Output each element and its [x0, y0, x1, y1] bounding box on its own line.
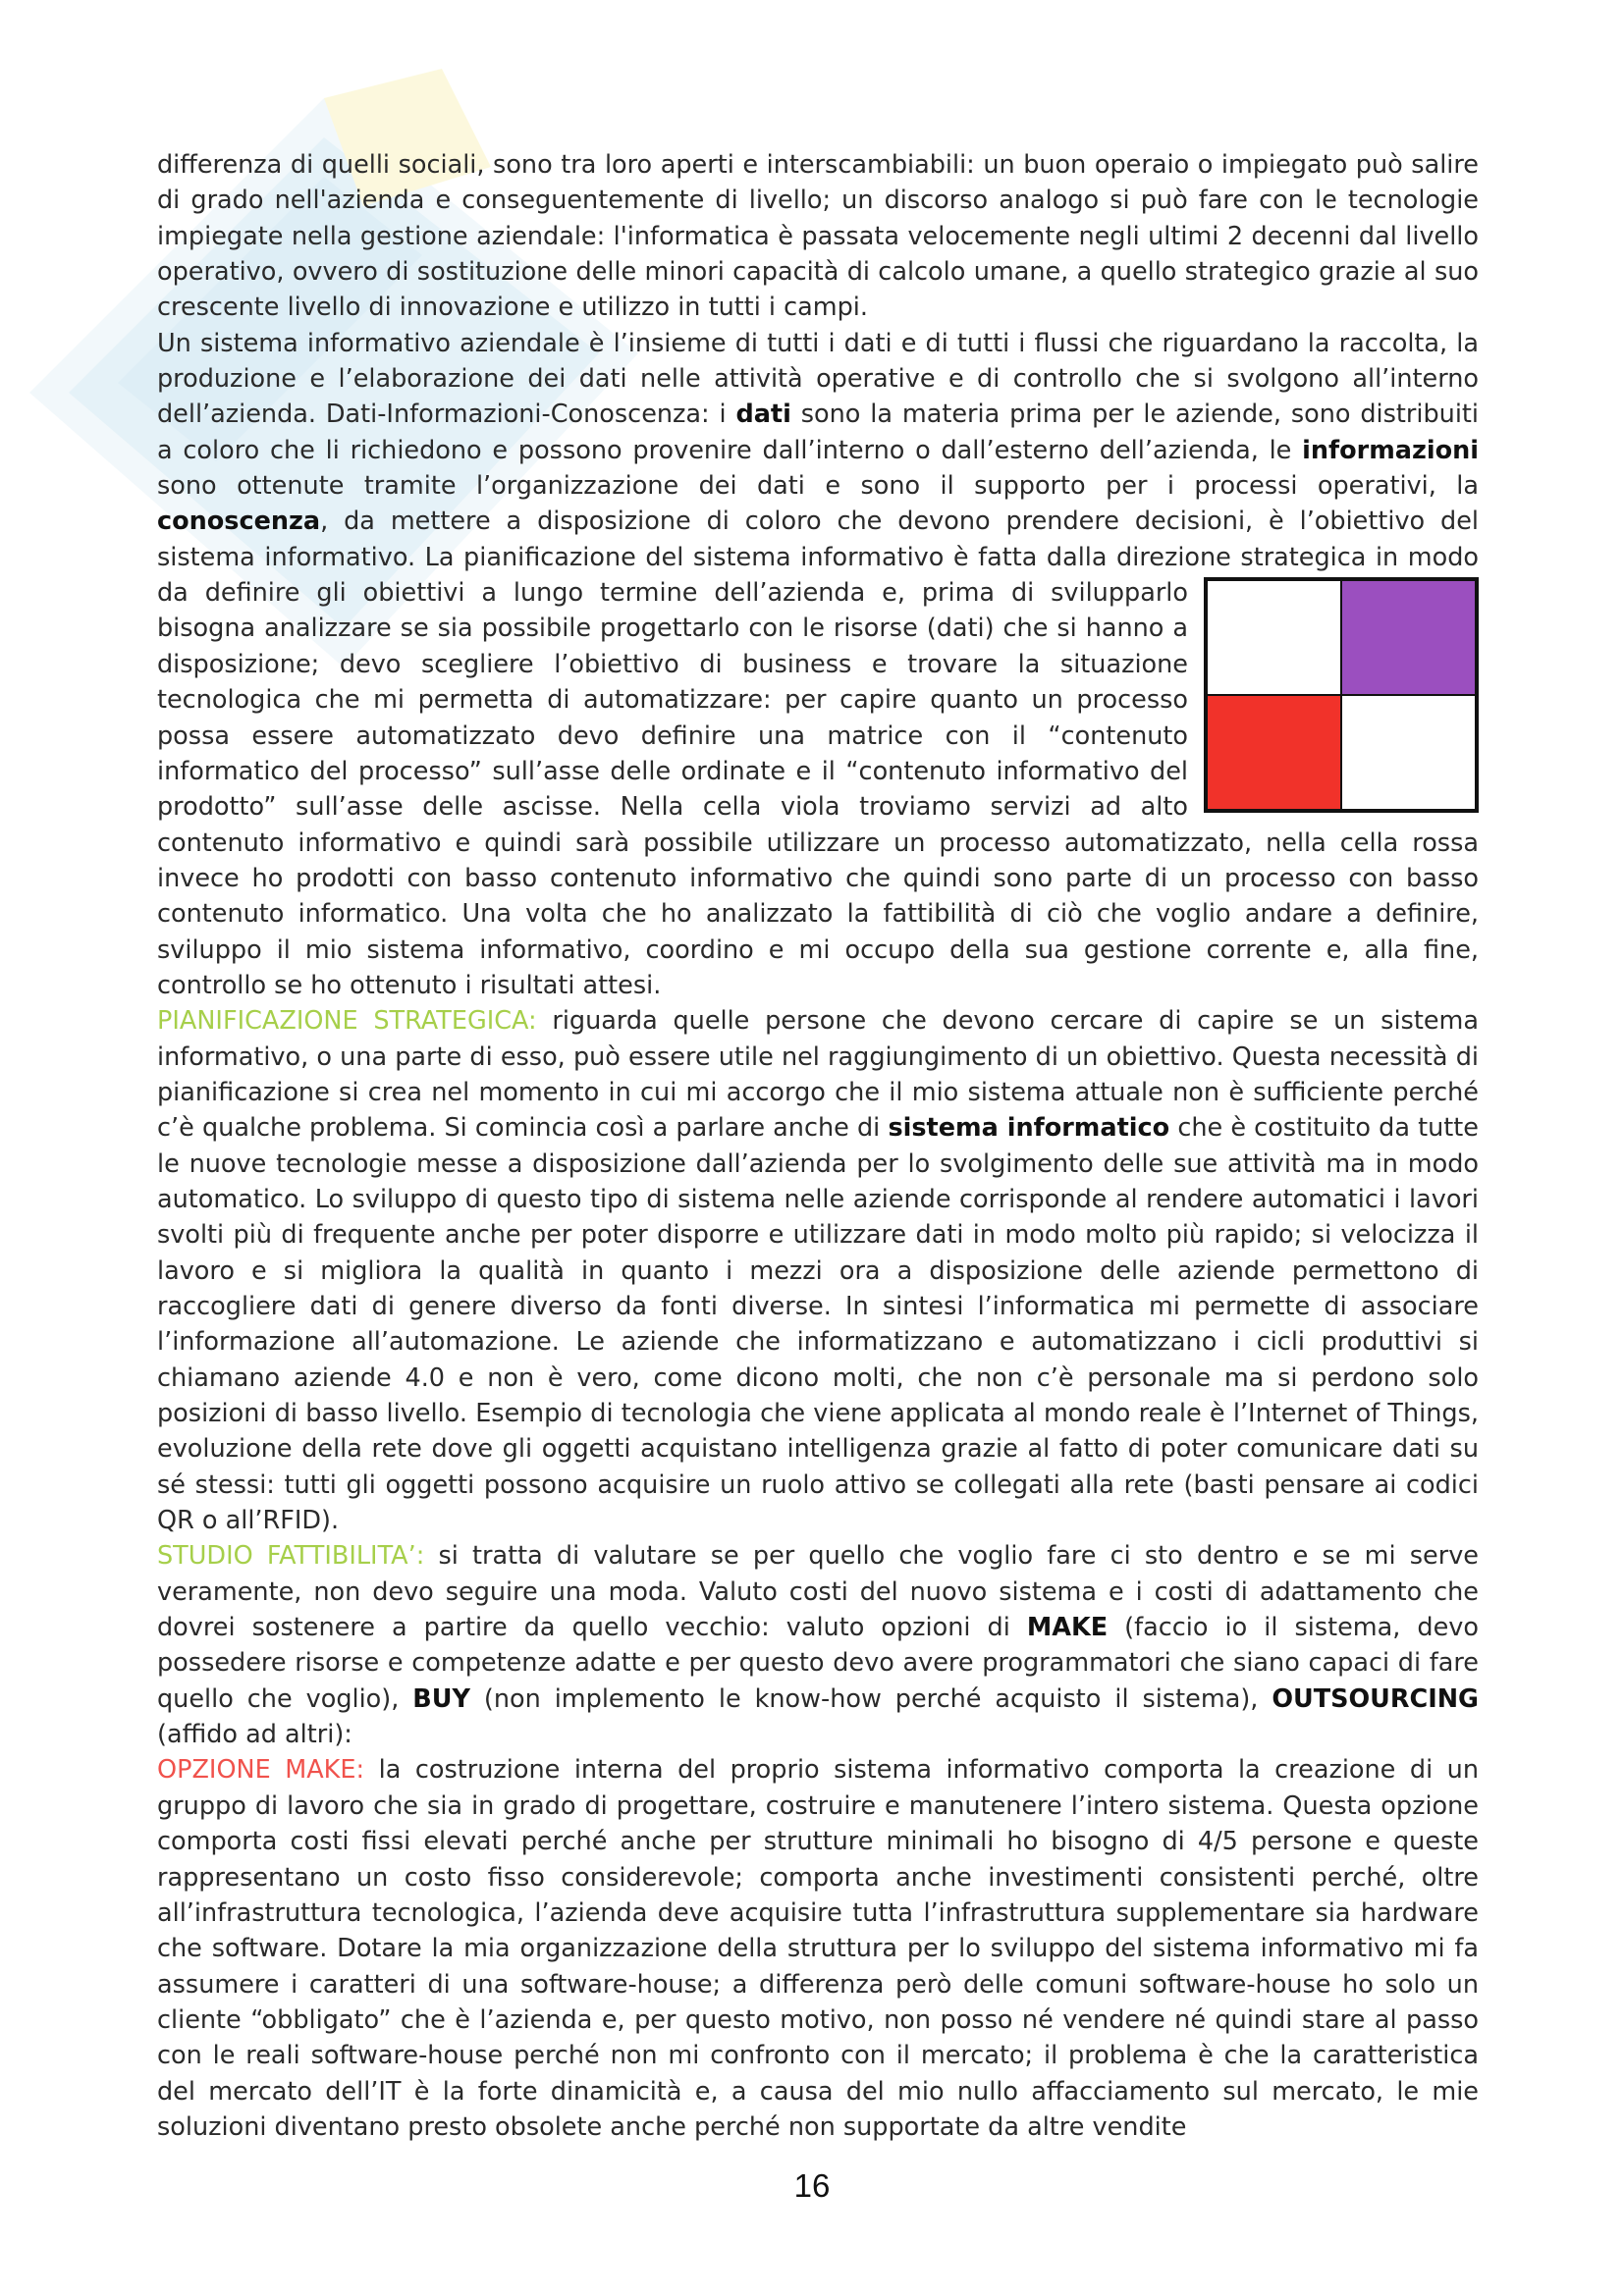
matrix-figure	[1204, 577, 1479, 813]
section-heading-opzione-make: OPZIONE MAKE:	[157, 1755, 365, 1786]
text-run: , da mettere a disposizione di coloro che devono prendere decisioni, è l’obiettivo del sistema informativo. La pianificazione del sistema informativo è fatta dalla direzione strategica in modo da definire gli obiettivi a lungo termine dell’azienda e, prima di svilupparlo bisogna analizzare se sia possibile progettarlo con le risorse (dati) che si hanno a disposizione; devo scegliere l’obiettivo di business e trovare la situazione tecnologica che mi permetta di automatizzare: per capire quanto un processo possa essere automatizzato devo definire una matrice con il “contenuto informatico del processo” sull’asse delle ordinate e il “contenuto informativo del prodotto” sull’asse delle ascisse. Nella cella viola troviamo servizi ad alto contenuto informativo e quindi sarà possibile utilizzare un processo automatizzato, nella cella rossa invece ho prodotti con basso contenuto informativo che quindi sono parte di un processo con basso contenuto informatico. Una volta che ho analizzato la fattibilità di ciò che voglio andare a definire, sviluppo il mio sistema informativo, coordino e mi occupo della sua gestione corrente e, alla fine, controllo se ho ottenuto i risultati attesi.	[157, 507, 1479, 1000]
matrix-cell-top-left	[1207, 580, 1341, 695]
document-body	[157, 147, 1479, 2145]
paragraph-sistema-informativo	[157, 326, 1479, 1004]
text-run: riguarda quelle persone che devono cercare di capire se un sistema informativo, o una parte di esso, può essere utile nel raggiungimento di un obiettivo. Questa necessità di pianificazione si crea nel momento in cui mi accorgo che il mio sistema attuale non è sufficiente perché c’è qualche problema. Si comincia così a parlare anche di	[157, 1006, 1479, 1144]
section-heading-pianificazione: PIANIFICAZIONE STRATEGICA:	[157, 1006, 537, 1037]
text-run: (affido ad altri):	[157, 1720, 352, 1750]
bold-term-informazioni: informazioni	[1302, 435, 1479, 465]
bold-term-make: MAKE	[1026, 1613, 1109, 1643]
text-run: che è costituito da tutte le nuove tecnologie messe a disposizione dall’azienda per lo svolgimento delle sue attività ma in modo automatico. Lo sviluppo di questo tipo di sistema nelle aziende corrisponde al rendere automatici i lavori svolti più di frequente anche per poter disporre e utilizzare dati in modo molto più rapido; si velocizza il lavoro e si migliora la qualità in quanto i mezzi ora a disposizione delle aziende permettono di raccogliere dati di genere diverso da fonti diverse. In sintesi l’informatica mi permette di associare l’informazione all’automazione. Le aziende che informatizzano e automatizzano i cicli produttivi si chiamano aziende 4.0 e non è vero, come dicono molti, che non c’è personale ma si perdono solo posizioni di basso livello. Esempio di tecnologia che viene applicata al mondo reale è l’Internet of Things, evoluzione della rete dove gli oggetti acquistano intelligenza grazie al fatto di poter comunicare dati su sé stessi: tutti gli oggetti possono acquisire un ruolo attivo se collegati alla rete (basti pensare ai codici QR o all’RFID).	[157, 1113, 1479, 1536]
text-run: (faccio io il sistema, devo possedere risorse e competenze adatte e per questo devo avere programmatori che siano capaci di fare quello che voglio),	[157, 1613, 1479, 1714]
text-run: si tratta di valutare se per quello che voglio fare ci sto dentro e se mi serve veramente, non devo seguire una moda. Valuto costi del nuovo sistema e i costi di adattamento che dovrei sostenere a partire da quello vecchio: valuto opzioni di	[157, 1541, 1479, 1643]
bold-term-dati: dati	[735, 400, 791, 430]
bold-term-conoscenza: conoscenza	[157, 507, 321, 537]
text-run: (non implemento le know-how perché acquisto il sistema),	[469, 1683, 1272, 1714]
page-number: 16	[793, 2167, 831, 2204]
section-heading-studio-fattibilita: STUDIO FATTIBILITA’:	[157, 1541, 425, 1572]
paragraph-opzione-make	[157, 1752, 1479, 2145]
matrix-cell-purple	[1341, 580, 1476, 695]
paragraph-studio-fattibilita	[157, 1538, 1479, 1752]
bold-term-buy: BUY	[412, 1683, 470, 1714]
bold-term-outsourcing: OUTSOURCING	[1272, 1683, 1479, 1714]
text-run: sono la materia prima per le aziende, sono distribuiti a coloro che li richiedono e possono provenire dall’interno o dall’esterno dell’azienda, le	[157, 400, 1479, 465]
text-run: la costruzione interna del proprio sistema informativo comporta la creazione di un gruppo di lavoro che sia in grado di progettare, costruire e manutenere l’intero sistema. Questa opzione comporta costi fissi elevati perché anche per strutture minimali ho bisogno di 4/5 persone e queste rappresentano un costo fisso considerevole; comporta anche investimenti consistenti perché, oltre all’infrastruttura tecnologica, l’azienda deve acquisire tutta l’infrastruttura supplementare sia hardware che software. Dotare la mia organizzazione della struttura per lo sviluppo del sistema informativo mi fa assumere i caratteri di una software-house; a differenza però delle comuni software-house ho solo un cliente “obbligato” che è l’azienda e, per questo motivo, non posso né vendere né quindi stare al passo con le reali software-house perché non mi confronto con il mercato; il problema è che la caratteristica del mercato dell’IT è la forte dinamicità e, a causa del mio nullo affacciamento sul mercato, le mie soluzioni diventano presto obsolete anche perché non supportate da altre vendite	[157, 1755, 1479, 2142]
text-run-with-matrix	[157, 507, 1479, 999]
paragraph-pianificazione-strategica	[157, 1003, 1479, 1538]
text-run: Un sistema informativo aziendale è l’insieme di tutti i dati e di tutti i flussi che riguardano la raccolta, la produzione e l’elaborazione dei dati nelle attività operative e di controllo che si svolgono all’interno dell’azienda. Dati-Informazioni-Conoscenza: i	[157, 328, 1479, 430]
bold-term-sistema-informatico: sistema informatico	[888, 1113, 1170, 1144]
text-run: sono ottenute tramite l’organizzazione dei dati e sono il supporto per i processi operativi, la	[157, 471, 1479, 502]
matrix-cell-red	[1207, 695, 1341, 810]
paragraph-intro: differenza di quelli sociali, sono tra loro aperti e interscambiabili: un buon operaio o impiegato può salire di grado nell'azienda e conseguentemente di livello; un discorso analogo si può fare con le tecnologie impiegate nella gestione aziendale: l'informatica è passata velocemente negli ultimi 2 decenni dal livello operativo, ovvero di sostituzione delle minori capacità di calcolo umane, a quello strategico grazie al suo crescente livello di innovazione e utilizzo in tutti i campi.	[157, 150, 1479, 323]
matrix-cell-bottom-right	[1341, 695, 1476, 810]
